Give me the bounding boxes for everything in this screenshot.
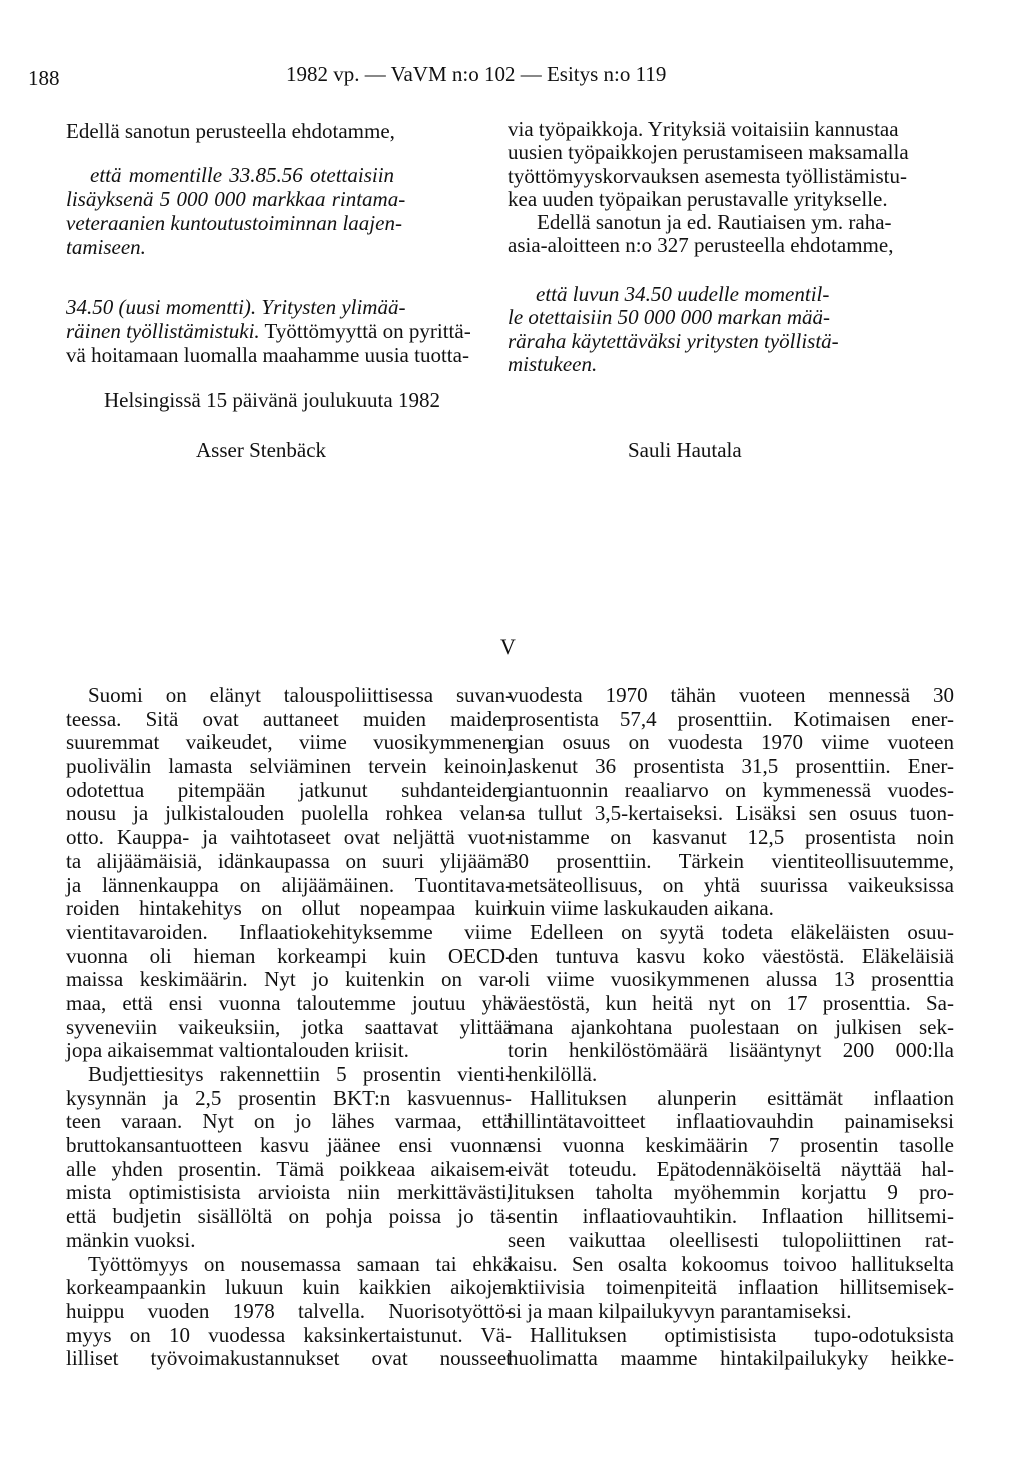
body-line: den tuntuva kasvu koko väestöstä. Eläkeläisiä [508, 943, 954, 968]
body-column-left [66, 684, 512, 1371]
body-column-right [508, 684, 954, 1371]
paragraph-line: asia-aloitteen n:o 327 perusteella ehdotamme, [508, 233, 894, 257]
body-line: kuin viime laskukauden aikana. [508, 896, 774, 921]
paragraph-line: uusien työpaikkojen perustamiseen maksamalla [508, 140, 909, 164]
body-line: sa tullut 3,5-kertaiseksi. Lisäksi sen osuus tuon- [508, 801, 954, 826]
body-line: odotettua pitempään jatkunut suhdanteiden [66, 777, 512, 802]
paragraph-line: Edellä sanotun ja ed. Rautiaisen ym. raha- [537, 210, 892, 234]
body-line: kysynnän ja 2,5 prosentin BKT:n kasvuennus- [66, 1085, 512, 1110]
body-line: bruttokansantuotteen kasvu jäänee ensi vuonna [66, 1133, 512, 1158]
proposal-line: tamiseen. [66, 235, 146, 259]
proposal-line: veteraanien kuntoutustoiminnan laajen- [66, 211, 402, 235]
body-line: giantuonnin reaaliarvo on kymmenessä vuodes- [508, 777, 954, 802]
proposal-line: räraha käytettäväksi yritysten työllistä- [508, 329, 839, 353]
proposal-line: mistukeen. [508, 352, 598, 376]
body-line: mänkin vuoksi. [66, 1227, 196, 1252]
body-line: otto. Kauppa- ja vaihtotaseet ovat neljättä vuot- [66, 825, 512, 850]
body-line: nistamme on kasvanut 12,5 prosentista noin [508, 825, 954, 850]
body-line: oli viime vuosikymmenen alussa 13 prosenttia [508, 967, 954, 992]
body-line: jopa aikaisemmat valtiontalouden kriisit. [66, 1038, 409, 1063]
body-line: lituksen taholta myöhemmin korjattu 9 pro- [508, 1180, 954, 1205]
body-line: metsäteollisuus, on yhtä suurissa vaikeuksissa [508, 872, 954, 897]
body-line: aktiivisia toimenpiteitä inflaation hillitsemisek- [508, 1275, 954, 1300]
paragraph-line: Edellä sanotun perusteella ehdotamme, [66, 119, 395, 143]
body-line: Edelleen on syytä todeta eläkeläisten osuu- [530, 919, 954, 944]
body-line: vientitavaroiden. Inflaatiokehityksemme viime [66, 919, 512, 944]
body-line: vuodesta 1970 tähän vuoteen mennessä 30 [508, 683, 954, 707]
body-line: huolimatta maamme hintakilpailukyky heikke- [508, 1346, 954, 1371]
body-line: Hallituksen optimistisista tupo-odotuksista [530, 1322, 954, 1347]
page-number: 188 [28, 66, 60, 90]
body-line: 30 prosenttiin. Tärkein vientiteollisuutemme, [508, 848, 954, 873]
body-line: roiden hintakehitys on ollut nopeampaa kuin [66, 896, 512, 921]
body-line: syveneviin vaikeuksiin, jotka saattavat ylittää [66, 1014, 512, 1039]
place-date: Helsingissä 15 päivänä joulukuuta 1982 [104, 388, 440, 412]
body-line: hillintätavoitteet inflaatiovauhdin painamiseksi [508, 1109, 954, 1134]
body-line: Suomi on elänyt talouspoliittisessa suvan- [88, 683, 512, 707]
paragraph-line: kea uuden työpaikan perustavalle yritykselle. [508, 187, 888, 211]
body-line: henkilöllä. [508, 1062, 598, 1086]
body-line: myys on 10 vuodessa kaksinkertaistunut. Vä- [66, 1322, 512, 1347]
body-line: seen vaikuttaa oleellisesti tulopoliittinen rat- [508, 1227, 954, 1252]
body-line: sentin inflaatiovauhtikin. Inflaation hillitsemi- [508, 1204, 954, 1229]
body-line: gian osuus on vuodesta 1970 viime vuoteen [508, 730, 954, 755]
body-line: lilliset työvoimakustannukset ovat nousseet [66, 1346, 512, 1371]
body-line: mista optimistisista arvioista niin merkittävästi, [66, 1180, 512, 1205]
paragraph-line: via työpaikkoja. Yrityksiä voitaisiin kannustaa [508, 117, 899, 141]
body-line: maa, että ensi vuonna taloutemme joutuu yhä [66, 990, 512, 1015]
body-line: prosentista 57,4 prosenttiin. Kotimaisen ener- [508, 706, 954, 731]
paragraph-line-text [66, 319, 471, 343]
body-line: väestöstä, kun heitä nyt on 17 prosenttia. Sa- [508, 990, 954, 1015]
body-line: torin henkilöstömäärä lisääntynyt 200 000:lla [508, 1038, 954, 1063]
body-line: ja lännenkauppa on alijäämäinen. Tuontitava- [66, 872, 512, 897]
proposal-line: lisäyksenä 5 000 000 markkaa rintama- [66, 187, 406, 211]
body-line: puolivälin lamasta selviäminen tervein keinoin, [66, 754, 512, 779]
body-line: kaisu. Sen osalta kokoomus toivoo hallitukselta [508, 1251, 954, 1276]
proposal-line: että momentille 33.85.56 otettaisiin [90, 163, 395, 187]
body-line: Budjettiesitys rakennettiin 5 prosentin vienti- [88, 1062, 512, 1086]
paragraph-text: Työttömyyttä on pyrittä- [259, 319, 471, 343]
subsection-heading: 34.50 (uusi momentti). Yritysten ylimää- [66, 295, 406, 319]
body-line: nousu ja julkistalouden puolella rohkea velan- [66, 801, 512, 826]
body-line: si ja maan kilpailukyvyn parantamiseksi. [508, 1298, 852, 1323]
body-line: ta alijäämäisiä, idänkaupassa on suuri ylijäämä [66, 848, 512, 873]
proposal-line: le otettaisiin 50 000 000 markan mää- [508, 305, 830, 329]
body-line: ensi vuonna keskimäärin 7 prosentin tasolle [508, 1133, 954, 1158]
body-line: laskenut 36 prosentista 31,5 prosenttiin. Ener- [508, 754, 954, 779]
subsection-heading-continued: räinen työllistämistuki. [66, 319, 260, 343]
body-line: eivät toteudu. Epätodennäköiseltä näyttää hal- [508, 1156, 954, 1181]
body-line: teen varaan. Nyt on jo lähes varmaa, että [66, 1109, 512, 1134]
section-mark: V [500, 634, 516, 659]
body-line: että budjetin sisällöltä on pohja poissa jo tä- [66, 1204, 512, 1229]
body-line: alle yhden prosentin. Tämä poikkeaa aikaisem- [66, 1156, 512, 1181]
paragraph-line: vä hoitamaan luomalla maahamme uusia tuotta- [66, 343, 469, 367]
body-line: mana ajankohtana puolestaan on julkisen sek- [508, 1014, 954, 1039]
paragraph-line [66, 320, 471, 342]
signer-name: Sauli Hautala [628, 438, 742, 462]
body-line: korkeampaankin lukuun kuin kaikkien aikojen [66, 1275, 512, 1300]
body-line: vuonna oli hieman korkeampi kuin OECD- [66, 943, 512, 968]
body-line: suuremmat vaikeudet, viime vuosikymmenen [66, 730, 512, 755]
body-line: maissa keskimäärin. Nyt jo kuitenkin on var- [66, 967, 512, 992]
body-line: huippu vuoden 1978 talvella. Nuorisotyöttö- [66, 1298, 512, 1323]
proposal-line: että luvun 34.50 uudelle momentil- [536, 282, 830, 306]
signer-name: Asser Stenbäck [196, 438, 327, 462]
body-line: Hallituksen alunperin esittämät inflaation [530, 1085, 954, 1110]
body-line: teessa. Sitä ovat auttaneet muiden maiden [66, 706, 512, 731]
running-head: 1982 vp. — VaVM n:o 102 — Esitys n:o 119 [286, 62, 667, 86]
subsection-heading-line [66, 296, 405, 318]
body-line: Työttömyys on nousemassa samaan tai ehkä [88, 1251, 512, 1276]
paragraph-line: työttömyyskorvauksen asemesta työllistämistu- [508, 164, 907, 188]
